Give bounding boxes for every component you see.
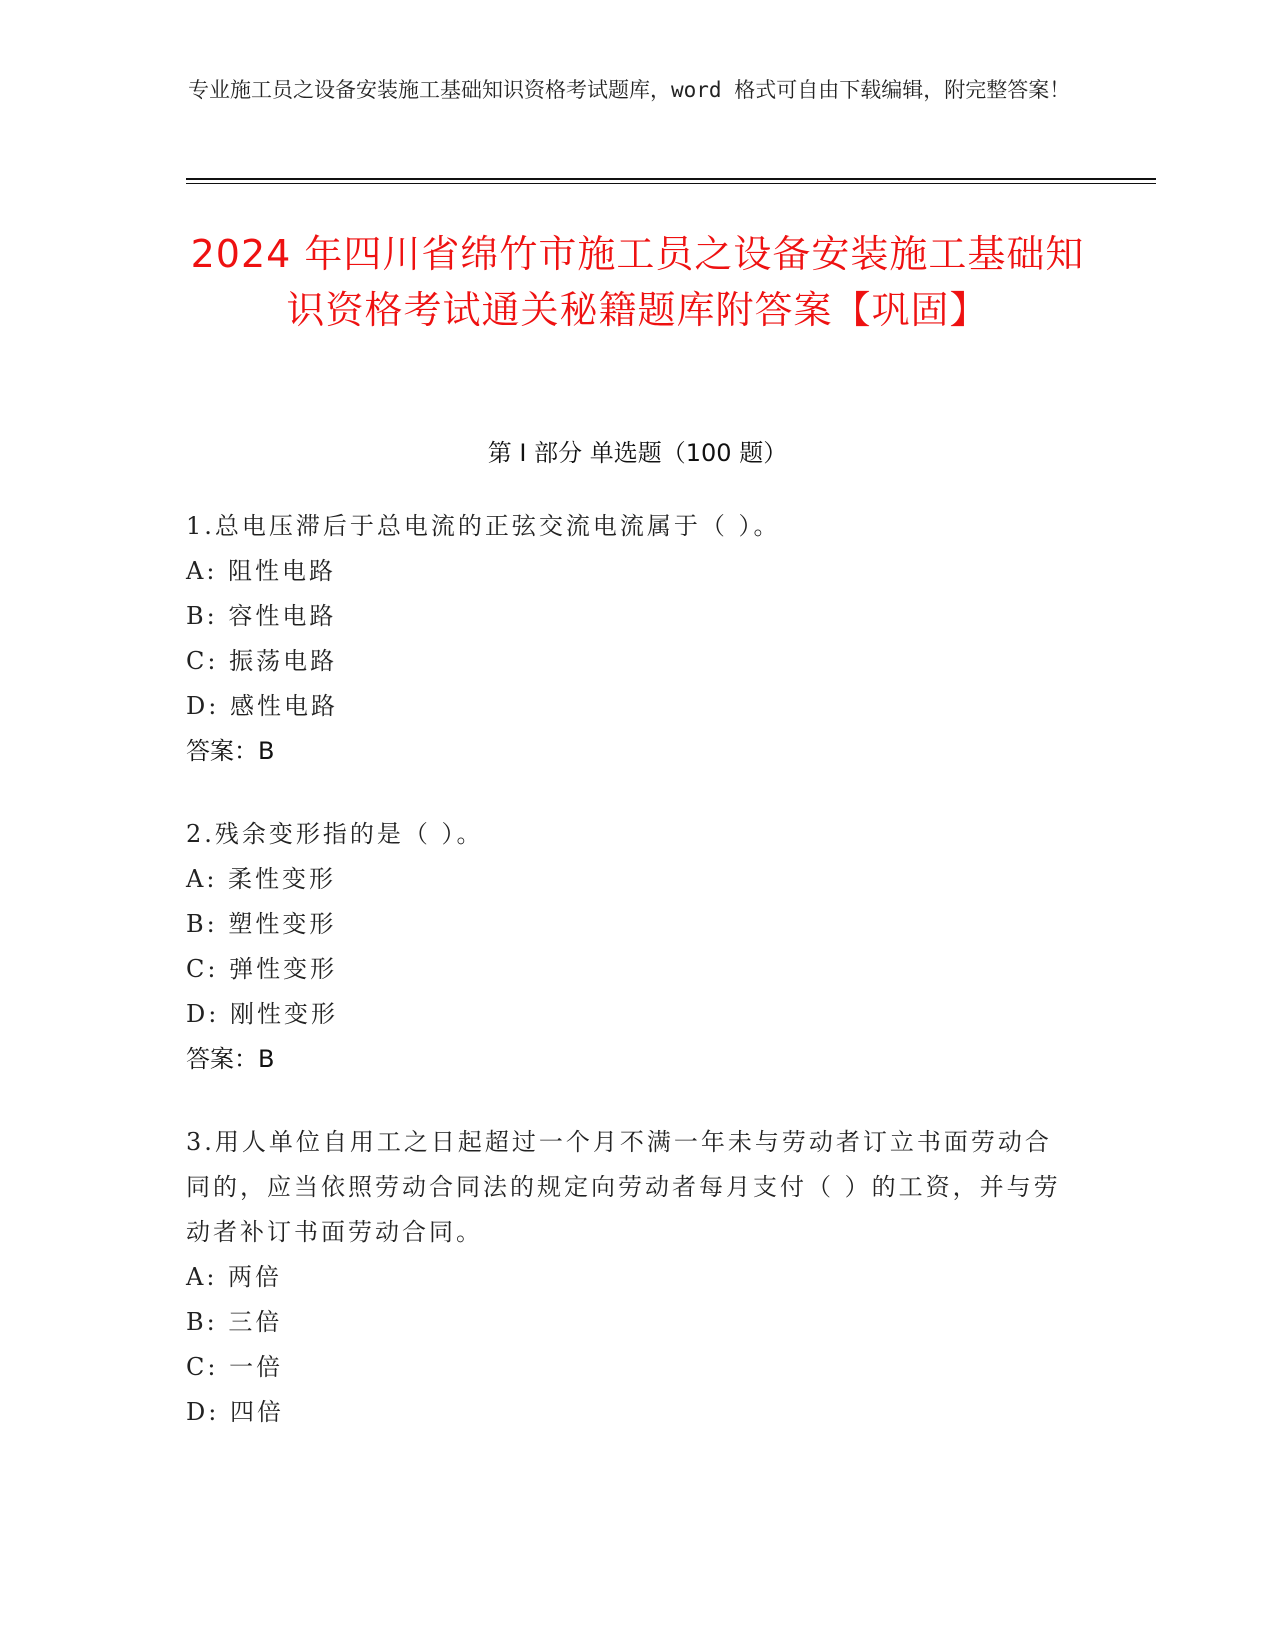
option-a: A: 柔性变形 xyxy=(186,865,337,893)
option-d: D: 刚性变形 xyxy=(186,1000,338,1028)
document-title: 2024 年四川省绵竹市施工员之设备安装施工基础知识资格考试通关秘籍题库附答案【巩固】 xyxy=(190,232,1085,332)
header-rule-thick xyxy=(186,178,1156,180)
option-b: B: 塑性变形 xyxy=(186,910,337,938)
answer: 答案：B xyxy=(186,737,275,765)
question-stem: 3.用人单位自用工之日起超过一个月不满一年未与劳动者订立书面劳动合同的，应当依照劳动合同法的规定向劳动者每月支付（ ）的工资，并与劳动者补订书面劳动合同。 xyxy=(186,1128,1061,1246)
option-a: A: 两倍 xyxy=(186,1263,283,1291)
option-c: C: 一倍 xyxy=(186,1353,284,1381)
header-note: 专业施工员之设备安装施工基础知识资格考试题库，word 格式可自由下载编辑，附完整答案！ xyxy=(188,78,1071,102)
option-a: A: 阻性电路 xyxy=(186,557,337,585)
option-c: C: 弹性变形 xyxy=(186,955,338,983)
option-b: B: 三倍 xyxy=(186,1308,283,1336)
section-title: 第 I 部分 单选题（100 题） xyxy=(487,439,788,467)
option-d: D: 感性电路 xyxy=(186,692,338,720)
question-stem: 2.残余变形指的是（ ）。 xyxy=(186,820,484,848)
option-b: B: 容性电路 xyxy=(186,602,337,630)
answer: 答案：B xyxy=(186,1045,275,1073)
question-3 xyxy=(186,1120,1066,1435)
question-1 xyxy=(186,504,1066,774)
header-rule-thin xyxy=(186,183,1156,184)
option-c: C: 振荡电路 xyxy=(186,647,338,675)
question-stem: 1.总电压滞后于总电流的正弦交流电流属于（ ）。 xyxy=(186,512,781,540)
question-2 xyxy=(186,812,1066,1082)
option-d: D: 四倍 xyxy=(186,1398,284,1426)
